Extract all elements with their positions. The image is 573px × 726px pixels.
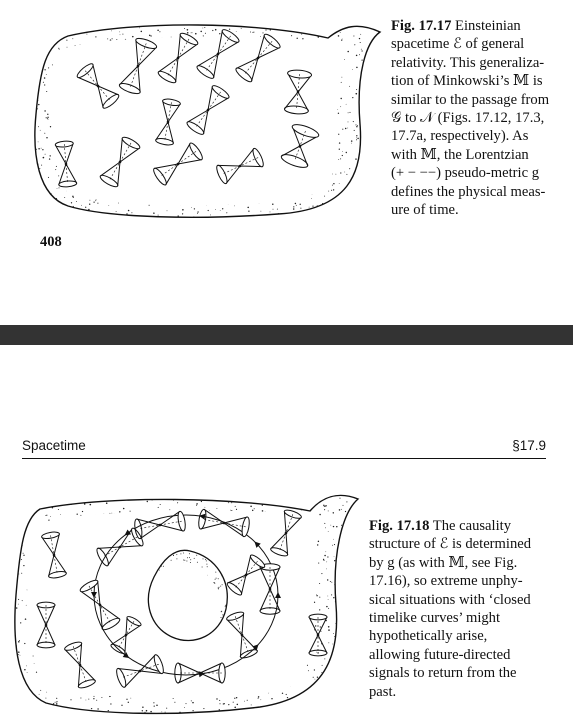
caption-label: Fig. 17.17 [391, 18, 452, 34]
caption-line: 17.16), so extreme unphy- [369, 573, 523, 590]
caption-line: sical situations with ‘closed [369, 591, 531, 608]
caption-text: The causality [429, 518, 511, 534]
caption-line: with 𝕄, the Lorentzian [391, 146, 529, 163]
figure-17-18-closed-timelike-curves [10, 485, 362, 725]
caption-line: 𝒢 to 𝒩 (Figs. 17.12, 17.3, [391, 110, 545, 127]
caption-label: Fig. 17.18 [369, 518, 430, 534]
caption-line: hypothetically arise, [369, 628, 488, 645]
caption-line: defines the physical meas- [391, 183, 546, 200]
caption-line [391, 17, 567, 35]
caption-line: timelike curves’ might [369, 610, 501, 627]
figure-17-18-caption [369, 517, 549, 701]
caption-line: by g (as with 𝕄, see Fig. [369, 554, 518, 571]
page-top [0, 0, 573, 325]
figure-17-17-spacetime-light-cones [28, 14, 390, 224]
caption-line: structure of ℰ is determined [369, 536, 532, 553]
page-separator [0, 325, 573, 345]
caption-line: similar to the passage from [391, 91, 550, 108]
caption-line: past. [369, 683, 397, 700]
running-head [22, 435, 546, 459]
page-number: 408 [40, 234, 62, 250]
caption-line: spacetime ℰ of general [391, 36, 525, 53]
caption-line: relativity. This generaliza- [391, 54, 545, 71]
figure-17-17-caption [391, 17, 567, 219]
caption-line: allowing future-directed [369, 646, 511, 663]
running-head-section: §17.9 [512, 438, 546, 453]
caption-line: tion of Minkowski’s 𝕄 is [391, 73, 543, 90]
running-head-chapter: Spacetime [22, 438, 86, 453]
page-bottom [0, 345, 573, 726]
caption-text: Einsteinian [451, 18, 521, 34]
caption-line: signals to return from the [369, 665, 517, 682]
caption-line: 17.7a, respectively). As [391, 128, 529, 145]
caption-line [369, 517, 549, 535]
caption-line: ure of time. [391, 202, 459, 219]
caption-line: (+ − −−) pseudo-metric g [391, 165, 540, 182]
